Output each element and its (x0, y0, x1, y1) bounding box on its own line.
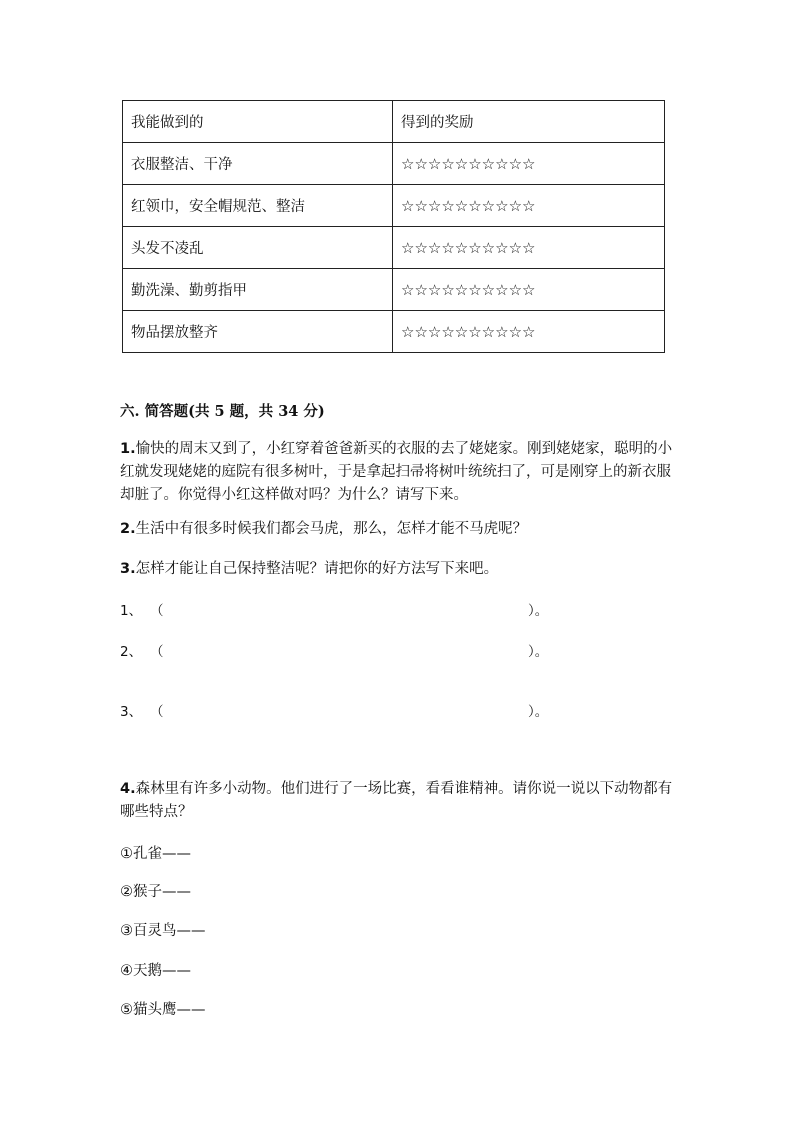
question-3 (120, 558, 680, 581)
question-text: 愉快的周末又到了，小红穿着爸爸新买的衣服的去了姥姥家。刚到姥姥家，聪明的小红就发现姥姥的庭院有很多树叶，于是拿起扫帚将树叶统统扫了，可是刚穿上的新衣服却脏了。你觉得小红这样做对吗？为什么？请写下来。 (120, 441, 673, 503)
table-cell-stars: ☆☆☆☆☆☆☆☆☆☆ (393, 227, 665, 269)
table-cell-stars: ☆☆☆☆☆☆☆☆☆☆ (393, 185, 665, 227)
question-number: 4. (120, 781, 136, 797)
table-cell-stars: ☆☆☆☆☆☆☆☆☆☆ (393, 269, 665, 311)
blank-close-paren: ）。 (528, 644, 549, 660)
answer-blank[interactable] (120, 640, 560, 660)
blank-close-paren: ）。 (528, 603, 549, 619)
blank-open-paren: （ (150, 603, 164, 619)
question-number: 3. (120, 561, 136, 577)
question-text: 怎样才能让自己保持整洁呢？请把你的好方法写下来吧。 (135, 561, 499, 577)
answer-blank[interactable] (120, 700, 560, 720)
table-header-row (123, 101, 665, 143)
table-row (123, 269, 665, 311)
table-cell-stars: ☆☆☆☆☆☆☆☆☆☆ (393, 311, 665, 353)
blank-label: 2、 (120, 644, 143, 660)
blank-open-paren: （ (150, 644, 164, 660)
question-2 (120, 518, 680, 541)
table-cell-item: 衣服整洁、干净 (123, 143, 393, 185)
reward-table (122, 100, 665, 353)
question-text: 森林里有许多小动物。他们进行了一场比赛，看看谁精神。请你说一说以下动物都有哪些特点？ (120, 781, 673, 820)
blank-label: 1、 (120, 603, 143, 619)
question-text: 生活中有很多时候我们都会马虎，那么，怎样才能不马虎呢？ (135, 521, 528, 537)
animal-item-monkey: ②猴子—— (120, 884, 191, 900)
animal-item-swan: ④天鹅—— (120, 963, 191, 979)
blank-open-paren: （ (150, 704, 164, 720)
animal-item-peacock: ①孔雀—— (120, 846, 191, 862)
question-number: 2. (120, 521, 136, 537)
section-title: 六. 简答题(共 5 题，共 34 分) (120, 403, 325, 420)
table-header-cell: 我能做到的 (123, 101, 393, 143)
table-cell-item: 勤洗澡、勤剪指甲 (123, 269, 393, 311)
animal-item-lark: ③百灵鸟—— (120, 923, 206, 939)
question-4 (120, 778, 680, 824)
table-row (123, 143, 665, 185)
blank-label: 3、 (120, 704, 143, 720)
table-cell-item: 头发不凌乱 (123, 227, 393, 269)
table-row (123, 227, 665, 269)
answer-blank[interactable] (120, 599, 560, 619)
table-cell-item: 红领巾，安全帽规范、整洁 (123, 185, 393, 227)
question-1 (120, 438, 680, 507)
blank-close-paren: ）。 (528, 704, 549, 720)
table-cell-item: 物品摆放整齐 (123, 311, 393, 353)
table-row (123, 185, 665, 227)
animal-item-owl: ⑤猫头鹰—— (120, 1002, 206, 1018)
question-number: 1. (120, 441, 136, 457)
table-row (123, 311, 665, 353)
table-header-cell: 得到的奖励 (393, 101, 665, 143)
table-cell-stars: ☆☆☆☆☆☆☆☆☆☆ (393, 143, 665, 185)
